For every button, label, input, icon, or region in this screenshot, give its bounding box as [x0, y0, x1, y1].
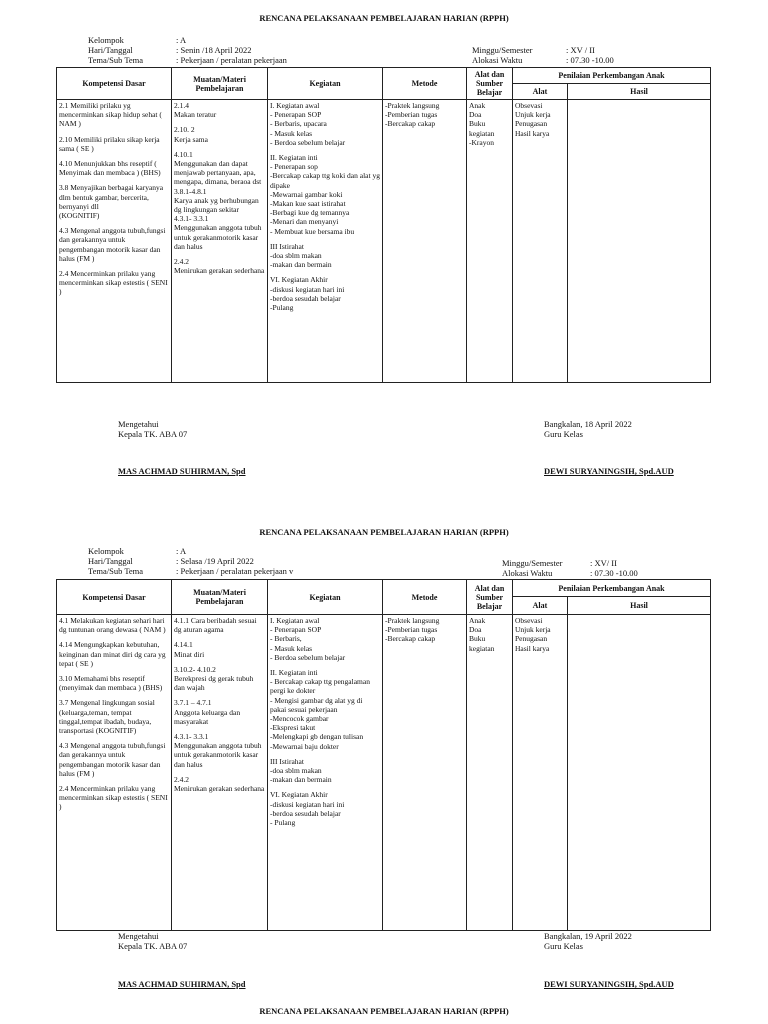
- header-kompetensi: Kompetensi Dasar: [57, 580, 172, 615]
- plan1-info-left: [88, 35, 287, 65]
- kegiatan-item: I. Kegiatan awal - Penerapan SOP - Berbaris, upacara - Masuk kelas - Berdoa sebelum belajar: [270, 101, 346, 147]
- kegiatan-item: I. Kegiatan awal - Penerapan SOP - Berbaris, - Masuk kelas - Berdoa sebelum belajar: [270, 616, 346, 662]
- header-metode: Metode: [383, 68, 467, 100]
- kompetensi-item: 4.3 Mengenal anggota tubuh,fungsi dan gerakannya untuk pengembangan motorik kasar dan halus (FM ): [59, 226, 166, 263]
- kegiatan-item: VI. Kegiatan Akhir -diskusi kegiatan hari ini -berdoa sesudah belajar -Pulang: [270, 275, 345, 313]
- penilaian-alat-cell: [513, 615, 568, 931]
- penilaian-hasil-cell: [568, 100, 711, 383]
- plan2-sign-right: [544, 931, 632, 951]
- kegiatan-item: VI. Kegiatan Akhir -diskusi kegiatan hari ini -berdoa sesudah belajar - Pulang: [270, 790, 345, 828]
- header-kegiatan: Kegiatan: [268, 68, 383, 100]
- header-hasil: Hasil: [568, 597, 711, 615]
- kompetensi-item: 4.1 Melakukan kegiatan sehari hari dg tuntunan orang dewasa ( NAM ): [59, 616, 166, 635]
- muatan-cell: [172, 100, 268, 383]
- kepala-text: Kepala TK. ABA 07: [118, 429, 188, 439]
- minggu-value: : XV/ II: [590, 558, 617, 568]
- kelompok-label: Kelompok: [88, 35, 124, 45]
- muatan-item: 4.10.1 Menggunakan dan dapat menjawab pertanyaan, apa, mengapa, dimana, beraoa dst 3.8.1-4.8.1 Karya anak yg berhubungan dg lingkungan sekitar 4.3.1- 3.3.1 Menggunakan anggota tubuh untuk gerakanmotorik kasar dan halus: [174, 149, 262, 251]
- muatan-item: 4.3.1- 3.3.1 Menggunakan anggota tubuh untuk gerakanmotorik kasar dan halus: [174, 732, 262, 769]
- alokasi-value: : 07.30 -10.00: [590, 568, 638, 578]
- muatan-item: 3.7.1 – 4.7.1 Anggota keluarga dan masyarakat: [174, 698, 241, 726]
- minggu-value: : XV / II: [566, 45, 595, 55]
- header-muatan: Muatan/Materi Pembelajaran: [172, 68, 268, 100]
- kompetensi-item: 2.1 Memiliki prilaku yg mencerminkan sikap hidup sehat ( NAM ): [59, 101, 162, 129]
- minggu-label: Minggu/Semester: [502, 558, 563, 568]
- guru-text: Guru Kelas: [544, 429, 583, 439]
- alokasi-label: Alokasi Waktu: [502, 568, 553, 578]
- plan2-title: RENCANA PELAKSANAAN PEMBELAJARAN HARIAN (RPPH): [259, 527, 509, 537]
- metode-text: -Praktek langsung -Pemberian tugas -Bercakap cakap: [385, 616, 440, 644]
- kepala-text: Kepala TK. ABA 07: [118, 941, 188, 951]
- penilaian-alat-text: Obsevasi Unjuk kerja Penugasan Hasil karya: [515, 616, 551, 653]
- kompetensi-cell: [57, 100, 172, 383]
- plan2-info-left: [88, 546, 293, 576]
- mengetahui-text: Mengetahui: [118, 419, 159, 429]
- header-muatan: Muatan/Materi Pembelajaran: [172, 580, 268, 615]
- place-date-text: Bangkalan, 19 April 2022: [544, 931, 632, 941]
- kompetensi-item: 2.4 Mencerminkan prilaku yang mencerminkan sikap estestis ( SENI ): [59, 784, 168, 812]
- muatan-cell: [172, 615, 268, 931]
- kegiatan-cell: [268, 615, 383, 931]
- tema-value: : Pekerjaan / peralatan pekerjaan: [176, 55, 287, 65]
- metode-cell: [383, 615, 467, 931]
- plan1-info-right: [472, 45, 614, 65]
- plan1-table: [56, 67, 711, 383]
- penilaian-hasil-cell: [568, 615, 711, 931]
- tema-label: Tema/Sub Tema: [88, 566, 144, 576]
- header-penilaian: Penilaian Perkembangan Anak: [513, 580, 711, 597]
- plan1-title: RENCANA PELAKSANAAN PEMBELAJARAN HARIAN (RPPH): [259, 13, 509, 23]
- kompetensi-item: 2.10 Memiliki prilaku sikap kerja sama ( SE ): [59, 134, 160, 153]
- kompetensi-item: 3.10 Memahami bhs reseptif (menyimak dan membaca ) (BHS): [59, 674, 163, 693]
- alokasi-value: : 07.30 -10.00: [566, 55, 614, 65]
- metode-text: -Praktek langsung -Pemberian tugas -Bercakap cakap: [385, 101, 440, 129]
- muatan-item: 2.1.4 Makan teratur: [174, 101, 217, 120]
- guru-name: DEWI SURYANINGSIH, Spd.AUD: [544, 466, 674, 476]
- muatan-item: 2.4.2 Menirukan gerakan sederhana: [174, 257, 265, 276]
- muatan-item: 4.14.1 Minat diri: [174, 640, 205, 659]
- header-alat: Alat: [513, 597, 568, 615]
- header-alat-sumber: Alat dan Sumber Belajar: [467, 580, 513, 615]
- place-date-text: Bangkalan, 18 April 2022: [544, 419, 632, 429]
- kompetensi-cell: [57, 615, 172, 931]
- header-penilaian: Penilaian Perkembangan Anak: [513, 68, 711, 84]
- muatan-item: 2.10. 2 Kerja sama: [174, 125, 208, 144]
- minggu-label: Minggu/Semester: [472, 45, 533, 55]
- kegiatan-item: III Istirahat -doa sblm makan -makan dan bermain: [270, 756, 332, 785]
- plan2-sign-left: [118, 931, 187, 951]
- alat-sumber-cell: [467, 615, 513, 931]
- header-hasil: Hasil: [568, 84, 711, 100]
- guru-name: DEWI SURYANINGSIH, Spd.AUD: [544, 979, 674, 989]
- kompetensi-item: 3.8 Menyajikan berbagai karyanya dlm bentuk gambar, bercerita, bernyanyi dll (KOGNITIF): [59, 183, 164, 221]
- alat-sumber-text: Anak Doa Buku kegiatan -Krayon: [469, 101, 495, 147]
- alat-sumber-cell: [467, 100, 513, 383]
- kompetensi-item: 4.10 Menunjukkan bhs reseptif ( Menyimak dan membaca ) (BHS): [59, 159, 161, 178]
- kelompok-value: : A: [176, 546, 187, 556]
- plan1-sign-right: [544, 419, 632, 439]
- hari-value: : Selasa /19 April 2022: [176, 556, 254, 566]
- kelompok-value: : A: [176, 35, 187, 45]
- alokasi-label: Alokasi Waktu: [472, 55, 523, 65]
- plan1-sign-left: [118, 419, 187, 439]
- kepala-name: MAS ACHMAD SUHIRMAN, Spd: [118, 466, 246, 476]
- plan3-title: RENCANA PELAKSANAAN PEMBELAJARAN HARIAN (RPPH): [259, 1006, 509, 1016]
- kegiatan-item: II. Kegiatan inti - Bercakap cakap ttg pengalaman pergi ke dokter - Mengisi gambar dg alat yg di pakai sesuai pekerjaan -Mencocok gambar -Ekspresi takut -Melengkapi gb dengan tulisan -Mewarnai baju dokter: [270, 668, 370, 751]
- mengetahui-text: Mengetahui: [118, 931, 159, 941]
- kompetensi-item: 4.3 Mengenal anggota tubuh,fungsi dan gerakannya untuk pengembangan motorik kasar dan halus (FM ): [59, 741, 166, 778]
- alat-sumber-text: Anak Doa Buku kegiatan: [469, 616, 495, 653]
- muatan-item: 2.4.2 Menirukan gerakan sederhana: [174, 774, 265, 794]
- header-metode: Metode: [383, 580, 467, 615]
- header-alat: Alat: [513, 84, 568, 100]
- kompetensi-item: 2.4 Mencerminkan prilaku yang mencerminkan sikap estestis ( SENI ): [59, 269, 168, 297]
- muatan-item: 4.1.1 Cara beribadah sesuai dg aturan agama: [174, 616, 257, 635]
- header-kompetensi: Kompetensi Dasar: [57, 68, 172, 100]
- penilaian-alat-cell: [513, 100, 568, 383]
- header-alat-sumber: Alat dan Sumber Belajar: [467, 68, 513, 100]
- kompetensi-item: 4.14 Mengungkapkan kebutuhan, keinginan dan minat diri dg cara yg tepat ( SE ): [59, 640, 166, 668]
- kepala-name: MAS ACHMAD SUHIRMAN, Spd: [118, 979, 246, 989]
- guru-text: Guru Kelas: [544, 941, 583, 951]
- muatan-item: 3.10.2- 4.10.2 Berekpresi dg gerak tubuh dan wajah: [174, 664, 254, 693]
- kegiatan-item: II. Kegiatan inti - Penerapan sop -Bercakap cakap ttg koki dan alat yg dipake -Mewarnai gambar koki -Makan kue saat istirahat -Berbagi kue dg temannya -Menari dan menyanyi - Membuat kue bersama ibu: [270, 153, 380, 236]
- hari-label: Hari/Tanggal: [88, 556, 133, 566]
- hari-label: Hari/Tanggal: [88, 45, 133, 55]
- penilaian-alat-text: Obsevasi Unjuk kerja Penugasan Hasil karya: [515, 101, 551, 138]
- tema-label: Tema/Sub Tema: [88, 55, 144, 65]
- tema-value: : Pekerjaan / peralatan pekerjaan v: [176, 566, 294, 576]
- plan2-table: [56, 579, 711, 931]
- hari-value: : Senin /18 April 2022: [176, 45, 252, 55]
- kompetensi-item: 3.7 Mengenal lingkungan sosial (keluarga,teman, tempat tinggal,tempat ibadah, budaya, transportasi (KOGNITIF): [59, 698, 155, 736]
- header-kegiatan: Kegiatan: [268, 580, 383, 615]
- kelompok-label: Kelompok: [88, 546, 124, 556]
- plan2-info-right: [502, 558, 638, 578]
- kegiatan-item: III Istirahat -doa sblm makan -makan dan bermain: [270, 241, 332, 270]
- metode-cell: [383, 100, 467, 383]
- kegiatan-cell: [268, 100, 383, 383]
